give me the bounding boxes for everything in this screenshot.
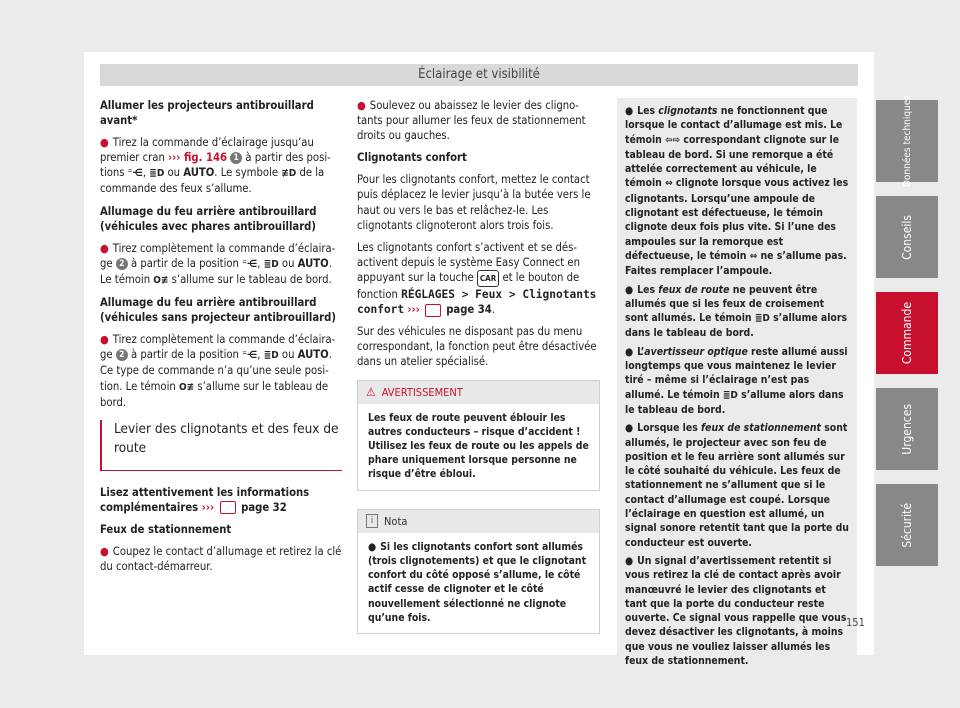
note-body: ● Si les clignotants confort sont allumés (trois clignotements) et que le clignotant confort du côté opposé s’allume, le côté actif cesse de clignoter et le côté nouvellement sélectionné ne clignote qu’une fois. — [368, 540, 587, 624]
auto-symbol: AUTO — [183, 166, 215, 180]
trailer-icon: ⇔ — [665, 178, 673, 190]
notes-block — [617, 98, 857, 680]
turn-signal-icon: ⇦⇨ — [665, 134, 681, 146]
heading-rear-fog-without: Allumage du feu arrière antibrouillard (véhicules sans projecteur antibrouillard) — [100, 296, 336, 325]
fig-reference-link[interactable]: ››› fig. 146 — [168, 151, 227, 165]
heading-parking-lights: Feux de stationnement — [100, 522, 232, 536]
menu-path: RÉGLAGES > Feux > Clignotants confort — [357, 288, 597, 317]
bullet-fog-front: ● Tirez la commande d’éclairage jusqu’au premier cran ››› fig. 146 1 à partir des positions ⁼⋲, ≣D ou AUTO. Le symbole ≢D de la commande des feux s’allume. — [100, 136, 331, 196]
bullet-icon: ● — [100, 136, 109, 150]
para-comfort-turn: Pour les clignotants confort, mettez le contact puis déplacez le levier jusqu’à la butée vers le haut ou vers le bas et relâchez-le. Les clignotants clignoteront alors trois fois. — [357, 173, 591, 232]
bullet-rear-fog-with: ● Tirez complètement la commande d’éclairage 2 à partir de la position ⁼⋲, ≣D ou AUTO. Le témoin O≢ s’allume sur le tableau de bord. — [100, 241, 342, 288]
para-workshop: Sur des véhicules ne disposant pas du menu correspondant, la fonction peut être désactivée dans un atelier spécialisé. — [357, 325, 597, 369]
callout-number: 2 — [116, 349, 128, 361]
bullet-icon: ● — [625, 422, 634, 435]
bullet-lever: ● Soulevez ou abaissez le levier des clignotants pour allumer les feux de stationnement droits ou gauches. — [357, 99, 586, 143]
sidelight-icon: ⁼⋲ — [127, 168, 143, 180]
bullet-rear-fog-without: ● Tirez complètement la commande d’éclairage 2 à partir de la position ⁼⋲, ≣D ou AUTO. Ce type de commande n’a qu’une seule position. Le témoin O≢ s’allume sur le tableau de bord. — [100, 333, 336, 409]
warning-body: Les feux de route peuvent éblouir les autres conducteurs – risque d’accident ! Utilisez les feux de route ou les appels de phare uniquement lorsque personne ne risque d’être ébloui. — [368, 411, 589, 481]
callout-number: 2 — [116, 258, 128, 270]
tab-securite[interactable]: Sécurité — [876, 484, 938, 566]
warning-box — [357, 380, 600, 491]
column-3 — [617, 98, 857, 680]
auto-symbol: AUTO — [297, 348, 329, 362]
page-reference-link[interactable]: ››› — [407, 303, 420, 317]
page-ref[interactable]: page 34 — [446, 303, 492, 317]
rear-fog-icon: O≢ — [178, 381, 195, 393]
note-high-beam: ● Les feux de route ne peuvent être allumés que si les feux de croisement sont allumés. Le témoin ≣D s’allume alors dans le tableau de bord. — [625, 283, 848, 340]
note-flasher: ● L’avertisseur optique reste allumé aussi longtemps que vous maintenez le levier tiré – même si l’éclairage n’est pas allumé. Le témoin ≣D s’allume alors dans le tableau de bord. — [625, 345, 848, 416]
note-box — [357, 509, 600, 634]
sidelight-icon: ⁼⋲ — [242, 258, 258, 270]
heading-comfort-turn: Clignotants confort — [357, 151, 467, 165]
bullet-icon: ● — [625, 554, 634, 567]
warning-icon: ⚠ — [366, 384, 376, 399]
info-icon: i — [366, 514, 378, 528]
bullet-icon: ● — [100, 241, 109, 255]
page-ref[interactable]: page 32 — [241, 500, 287, 514]
column-1 — [100, 98, 342, 581]
page — [84, 52, 874, 667]
rear-fog-icon: O≢ — [153, 274, 169, 286]
tab-urgences[interactable]: Urgences — [876, 388, 938, 470]
page-reference-link[interactable]: ››› — [201, 500, 215, 514]
high-beam-icon: ≣D — [722, 389, 738, 401]
sidelight-icon: ⁼⋲ — [242, 350, 258, 362]
read-more-note: Lisez attentivement les informations complémentaires ››› page 32 — [100, 485, 310, 514]
callout-number: 1 — [230, 152, 242, 164]
tab-conseils[interactable]: Conseils — [876, 196, 938, 278]
high-beam-icon: ≣D — [754, 313, 770, 325]
note-header: i Nota — [358, 510, 599, 533]
page-number: 151 — [846, 616, 865, 629]
note-warning-signal: ● Un signal d’avertissement retentit si vous retirez la clé de contact après avoir manœuvré le levier des clignotants et tant que la porte du conducteur reste ouverte. Ce signal vous rappelle que vous devez désactiver les clignotants, à moins que vous ne vouliez laisser allumés les feux de stationnement. — [625, 554, 847, 667]
auto-symbol: AUTO — [297, 256, 329, 270]
bullet-icon: ● — [357, 99, 366, 112]
bullet-icon: ● — [625, 283, 634, 296]
car-button-icon: CAR — [477, 270, 499, 287]
low-beam-icon: ≣D — [149, 168, 165, 180]
page-header: Éclairage et visibilité — [100, 64, 858, 86]
bullet-icon: ● — [625, 105, 634, 117]
book-icon — [425, 304, 441, 317]
bullet-icon: ● — [100, 333, 109, 347]
heading-fog-front: Allumer les projecteurs antibrouillard avant* — [100, 99, 314, 128]
column-2 — [357, 98, 600, 634]
trailer-icon: ⇔ — [749, 250, 758, 262]
note-parking-lights: ● Lorsque les feux de stationnement sont allumés, le projecteur avec son feu de position et le feu arrière sont allumés sur le côté souhaité du véhicule. Les feux de stationnement ne s’allument que si le contact d’allumage est coupé. Lorsque l’éclairage en question est allumé, un signal sonore retentit tant que la porte du conducteur est ouverte. — [625, 422, 849, 549]
para-easy-connect: Les clignotants confort s’activent et se désactivent depuis le système Easy Connect en appuyant sur la touche CAR et le bouton de fonction RÉGLAGES > Feux > Clignotants confort ››› page 34. — [357, 240, 597, 317]
heading-rear-fog-with: Allumage du feu arrière antibrouillard (véhicules avec phares antibrouillard) — [100, 204, 317, 233]
low-beam-icon: ≣D — [263, 350, 279, 362]
bullet-icon: ● — [368, 540, 377, 553]
bullet-parking-lights: ● Coupez le contact d’allumage et retirez la clé du contact-démarreur. — [100, 544, 342, 574]
bullet-icon: ● — [625, 345, 634, 358]
tab-commande[interactable]: Commande — [876, 292, 938, 374]
low-beam-icon: ≣D — [263, 258, 279, 270]
bullet-icon: ● — [100, 544, 109, 558]
warning-header: ⚠ AVERTISSEMENT — [358, 381, 599, 404]
book-icon — [220, 501, 236, 514]
note-turn-signals: ● Les clignotants ne fonctionnent que lorsque le contact d’allumage est mis. Le témoin ⇦⇨ correspondant clignote sur le tableau de bord. Si une remorque a été attelée correctement au véhicule, le témoin ⇔ clignote lorsque vous activez les clignotants. Lorsqu’une ampoule de clignotant est défectueuse, le témoin clignote deux fois plus vite. Si l’une des ampoules sur la remorque est défectueuse, le témoin ⇔ ne s’allume pas. Faites remplacer l’ampoule. — [625, 105, 849, 278]
section-title: Levier des clignotants et des feux de route — [100, 420, 342, 471]
tab-donnees-techniques[interactable]: Données techniques — [876, 100, 938, 182]
fog-light-icon: ≢D — [281, 168, 297, 180]
